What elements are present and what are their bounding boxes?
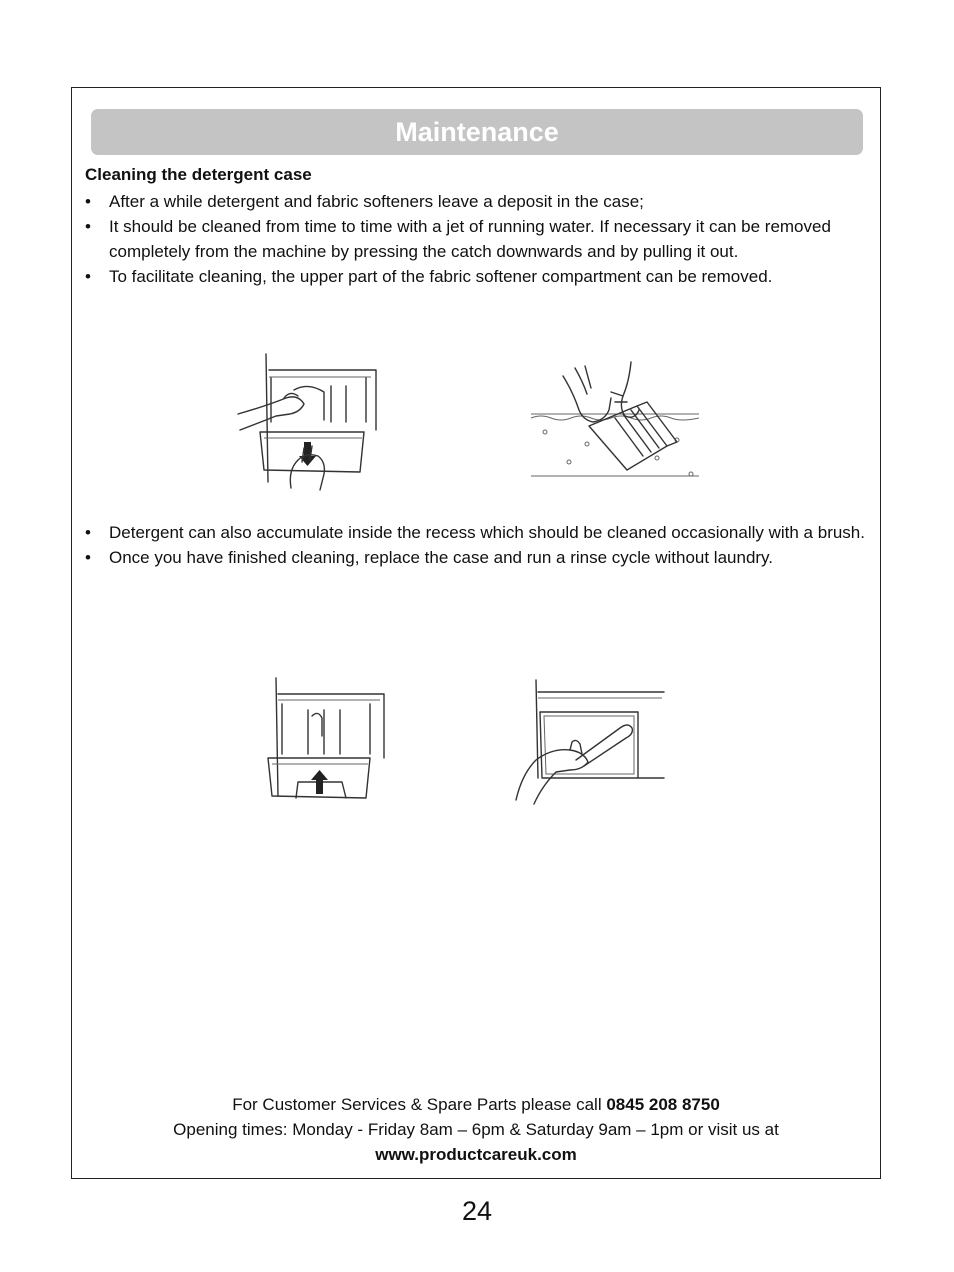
recess-brush-cleaning-illustration — [512, 678, 668, 806]
footer-url[interactable]: www.productcareuk.com — [375, 1145, 577, 1164]
bullet-text: Once you have finished cleaning, replace the case and run a rinse cycle without laundry. — [109, 548, 774, 567]
bullet-text: After a while detergent and fabric softeners leave a deposit in the case; — [109, 192, 644, 211]
rinsing-drawer-illustration — [527, 358, 705, 483]
bullet-icon: • — [85, 217, 91, 236]
bullet-text: Detergent can also accumulate inside the recess which should be cleaned occasionally with a brush. — [109, 523, 865, 542]
bullet-icon: • — [85, 548, 91, 567]
page-number: 24 — [461, 1196, 493, 1226]
drawer-removal-illustration — [236, 352, 381, 492]
bullet-item — [85, 214, 865, 264]
bullet-icon: • — [85, 267, 91, 286]
bullet-text: It should be cleaned from time to time with a jet of running water. If necessary it can be removed completely from the machine by pressing the catch downwards and by pulling it out. — [109, 217, 831, 261]
bullet-text: To facilitate cleaning, the upper part of the fabric softener compartment can be removed. — [109, 267, 773, 286]
footer-line-2: Opening times: Monday - Friday 8am – 6pm & Saturday 9am – 1pm or visit us at — [173, 1120, 779, 1139]
bullet-icon: • — [85, 192, 91, 211]
customer-service-phone: 0845 208 8750 — [606, 1095, 720, 1114]
bullet-item — [85, 520, 865, 545]
footer-line-1: For Customer Services & Spare Parts please call 0845 208 8750 — [232, 1095, 720, 1114]
bullet-list-top — [85, 189, 865, 289]
section-heading: Cleaning the detergent case — [85, 165, 312, 184]
section-banner: Maintenance — [91, 109, 863, 155]
bullet-item — [85, 189, 865, 214]
bullet-item — [85, 545, 865, 570]
bullet-icon: • — [85, 523, 91, 542]
bullet-item — [85, 264, 865, 289]
bullet-list-bottom — [85, 520, 865, 570]
drawer-insertion-illustration — [262, 676, 388, 804]
